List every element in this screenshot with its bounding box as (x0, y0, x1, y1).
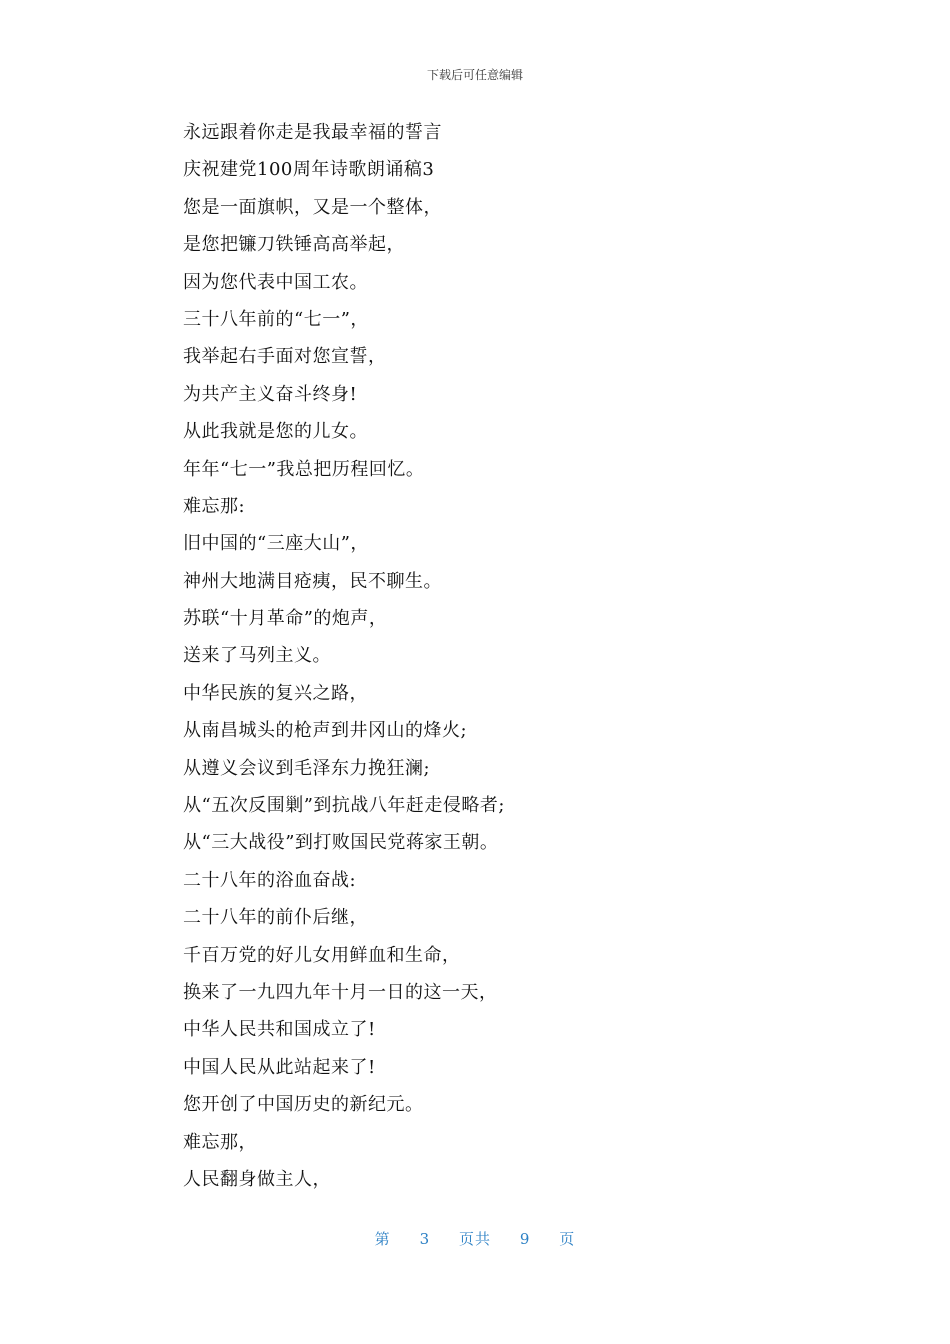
text-line: 因为您代表中国工农。 (183, 271, 368, 293)
text-line: 从“三大战役”到打败国民党蒋家王朝。 (183, 832, 499, 854)
text-line: 中国人民从此站起来了! (183, 1056, 376, 1078)
text-line: 是您把镰刀铁锤高高举起， (183, 234, 405, 256)
text-line: 苏联“十月革命”的炮声， (183, 608, 388, 630)
text-line: 从此我就是您的儿女。 (183, 421, 368, 443)
text-line: 难忘那， (183, 1131, 257, 1153)
text-line: 二十八年的前仆后继， (183, 907, 368, 929)
text-line: 从遵义会议到毛泽东力挽狂澜; (183, 757, 431, 779)
footer-middle: 页共 (458, 1230, 491, 1248)
document-body (183, 114, 783, 1198)
text-line: 为共产主义奋斗终身! (183, 383, 358, 405)
text-line: 难忘那: (183, 495, 246, 517)
text-line: 我举起右手面对您宣誓， (183, 346, 387, 368)
text-line: 三十八年前的“七一”， (183, 308, 369, 330)
text-line: 庆祝建党100周年诗歌朗诵稿3 (183, 159, 435, 181)
text-line: 二十八年的浴血奋战: (183, 869, 357, 891)
total-pages-number: 9 (519, 1230, 531, 1248)
text-line: 从南昌城头的枪声到井冈山的烽火; (183, 720, 468, 742)
text-line: 中华人民共和国成立了! (183, 1019, 376, 1041)
text-line: 神州大地满目疮痍，民不聊生。 (183, 570, 442, 592)
footer-suffix: 页 (559, 1230, 576, 1248)
footer-prefix: 第 (374, 1230, 391, 1248)
text-line: 您开创了中国历史的新纪元。 (183, 1094, 424, 1116)
text-line: 中华民族的复兴之路， (183, 682, 368, 704)
text-line: 旧中国的“三座大山”， (183, 533, 369, 555)
text-line: 年年“七一”我总把历程回忆。 (183, 458, 425, 480)
page-header: 下载后可任意编辑 (426, 68, 523, 82)
text-line: 您是一面旗帜，又是一个整体， (183, 196, 442, 218)
text-line: 千百万党的好儿女用鲜血和生命， (183, 944, 461, 966)
text-line: 从“五次反围剿”到抗战八年赶走侵略者; (183, 795, 505, 817)
text-line: 送来了马列主义。 (183, 645, 331, 667)
current-page-number: 3 (419, 1230, 431, 1248)
page-footer (0, 1228, 950, 1249)
text-line: 永远跟着你走是我最幸福的誓言 (183, 122, 442, 143)
text-line: 换来了一九四九年十月一日的这一天， (183, 981, 498, 1003)
text-line: 人民翻身做主人， (183, 1168, 331, 1190)
